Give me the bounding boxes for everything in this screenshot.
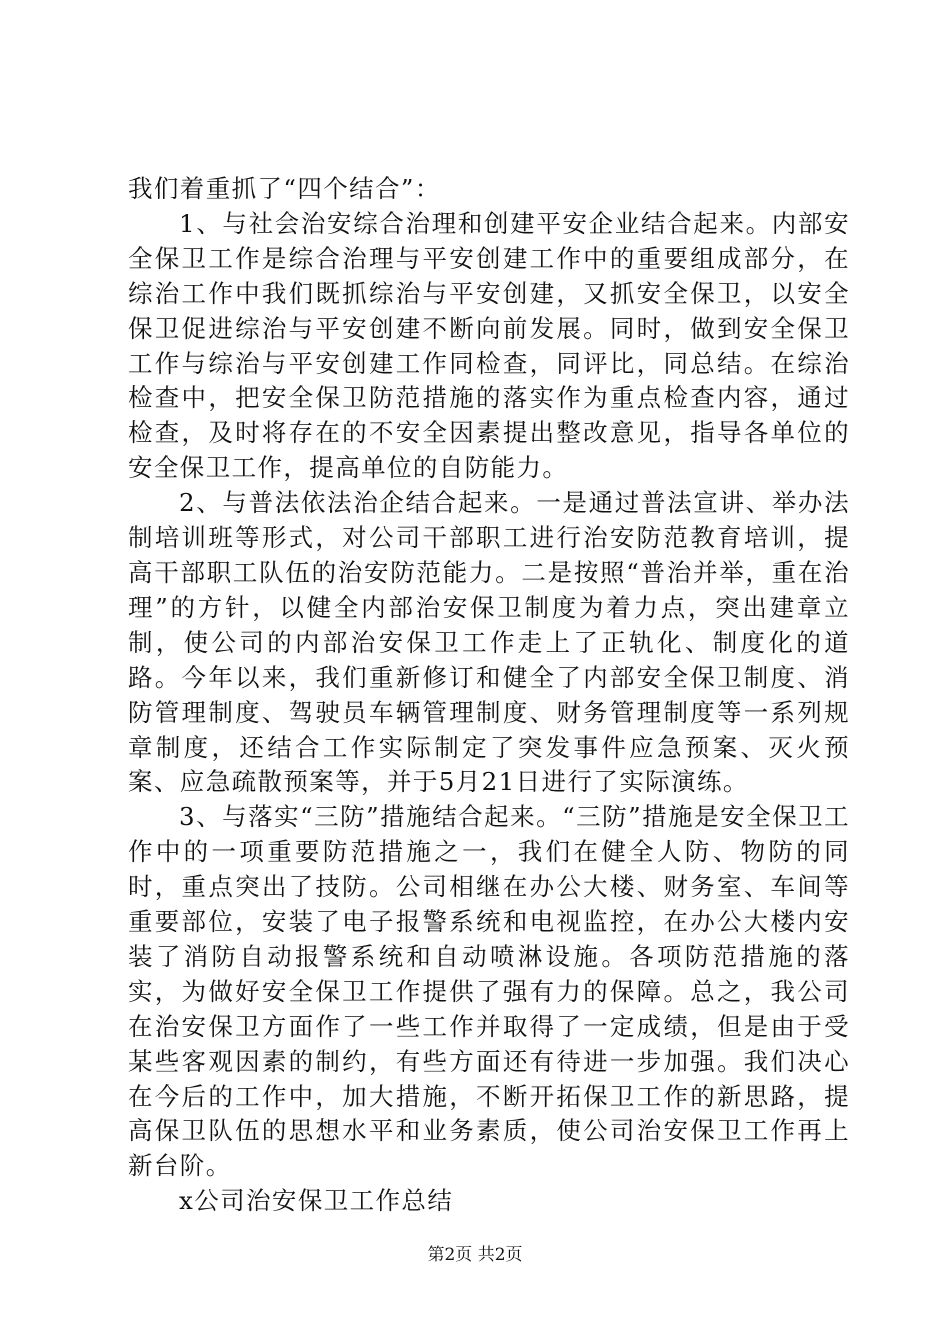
paragraph-combination-1: 1、与社会治安综合治理和创建平安企业结合起来。内部安全保卫工作是综合治理与平安创建工作中的重要组成部分，在综治工作中我们既抓综治与平安创建，又抓安全保卫，以安全保卫促进综治与平安创建不断向前发展。同时，做到安全保卫工作与综治与平安创建工作同检查，同评比，同总结。在综治检查中，把安全保卫防范措施的落实作为重点检查内容，通过检查，及时将存在的不安全因素提出整改意见，指导各单位的安全保卫工作，提高单位的自防能力。 bbox=[128, 208, 850, 483]
paragraph-combination-3: 3、与落实“三防”措施结合起来。“三防”措施是安全保卫工作中的一项重要防范措施之一，我们在健全人防、物防的同时，重点突出了技防。公司相继在办公大楼、财务室、车间等重要部位，安装了电子报警系统和电视监控，在办公大楼内安装了消防自动报警系统和自动喷淋设施。各项防范措施的落实，为做好安全保卫工作提供了强有力的保障。总之，我公司在治安保卫方面作了一些工作并取得了一定成绩，但是由于受某些客观因素的制约，有些方面还有待进一步加强。我们决心在今后的工作中，加大措施，不断开拓保卫工作的新思路，提高保卫队伍的思想水平和业务素质，使公司治安保卫工作再上新台阶。 bbox=[128, 802, 850, 1181]
document-body bbox=[128, 172, 850, 1219]
page-footer bbox=[0, 1244, 950, 1266]
intro-paragraph: 我们着重抓了“四个结合”： bbox=[128, 174, 441, 203]
paragraph-combination-2: 2、与普法依法治企结合起来。一是通过普法宣讲、举办法制培训班等形式，对公司干部职工进行治安防范教育培训，提高干部职工队伍的治安防范能力。二是按照“普治并举，重在治理”的方针，以健全内部治安保卫制度为着力点，突出建章立制，使公司的内部治安保卫工作走上了正轨化、制度化的道路。今年以来，我们重新修订和健全了内部安全保卫制度、消防管理制度、驾驶员车辆管理制度、财务管理制度等一系列规章制度，还结合工作实际制定了突发事件应急预案、灭火预案、应急疏散预案等，并于5月21日进行了实际演练。 bbox=[128, 488, 850, 797]
document-title-line: x公司治安保卫工作总结 bbox=[179, 1186, 454, 1216]
page-total: 共2页 bbox=[477, 1245, 523, 1265]
page-number: 第2页 bbox=[427, 1245, 473, 1265]
